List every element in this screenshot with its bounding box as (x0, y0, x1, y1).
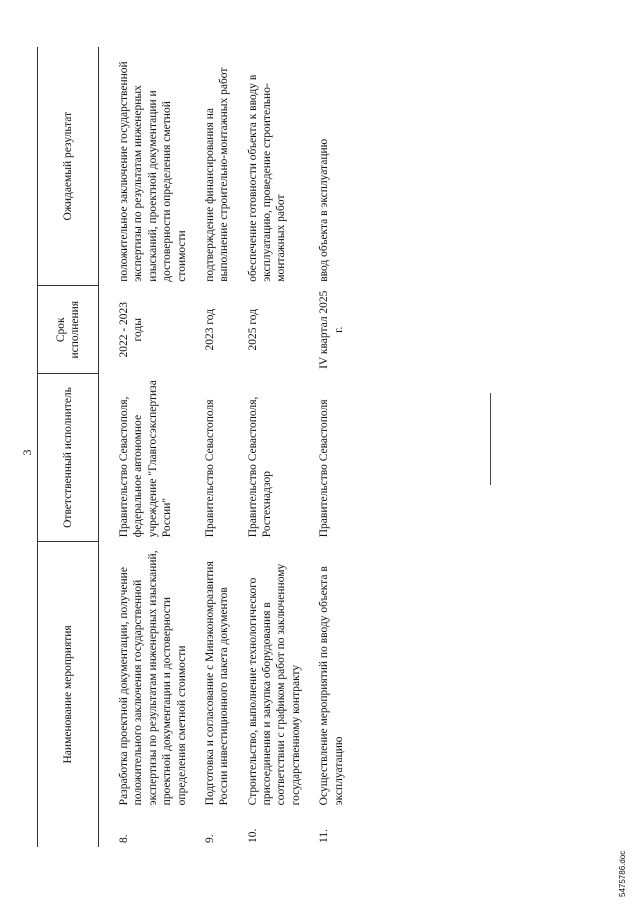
row-responsible: Правительство Севастополя (318, 399, 331, 538)
row-result: подтверждение финансирования на выполнение строительно-монтажных работ (203, 67, 231, 282)
table-row (99, 47, 203, 847)
header-responsible: Ответственный исполнитель (38, 374, 99, 542)
header-term: Срок исполнения (38, 286, 99, 374)
row-number: 9. (203, 834, 216, 843)
row-name: Подготовка и согласование с Минэкономразвития России инвестиционного пакета документов (203, 561, 231, 806)
closing-divider (490, 393, 491, 485)
header-result: Ожидаемый результат (38, 47, 99, 286)
document-reference: 5475786.doc (618, 850, 627, 897)
row-responsible: Правительство Севастополя (203, 399, 216, 538)
header-name: Наименование мероприятия (38, 541, 99, 847)
page-number: 3 (20, 449, 34, 456)
row-name: Строительство, выполнение технологического присоединения и закупка оборудования в соответствии с графиком работ по заключенному государственному контракту (246, 563, 302, 806)
row-name: Осуществление мероприятий по вводу объекта в эксплуатацию (318, 566, 345, 806)
row-term: 2022 - 2023 годы (118, 301, 145, 358)
row-number: 8. (118, 834, 130, 843)
activities-table (37, 47, 360, 847)
row-term: IV квартал 2025 г. (318, 290, 345, 369)
row-number: 10. (246, 828, 259, 843)
table-row (203, 47, 246, 847)
table-row (246, 47, 318, 847)
row-responsible: Правительство Севастополя, Ростехнадзор (246, 396, 273, 538)
row-term: 2025 год (246, 308, 259, 351)
table-header-row (38, 47, 99, 847)
row-term: 2023 год (203, 308, 216, 351)
row-number: 11. (318, 829, 331, 843)
row-result: ввод объекта в эксплуатацию (318, 138, 331, 282)
table-row (317, 47, 360, 847)
row-result: обеспечение готовности объекта к вводу в эксплуатацию, проведение строительно-монтажных работ (246, 74, 288, 282)
row-responsible: Правительство Севастополя, федеральное автономное учреждение "Главгосэкспертиза России" (118, 380, 174, 538)
row-name: Разработка проектной документации, получение положительного заключения государственной экспертизы по результатам инженерных изысканий, проектной документации и достоверности определения сметной стоимости (118, 550, 188, 806)
row-result: положительное заключение государственной экспертизы по результатам инженерных изысканий, проектной документации и достоверности определения сметной стоимости (118, 61, 188, 282)
